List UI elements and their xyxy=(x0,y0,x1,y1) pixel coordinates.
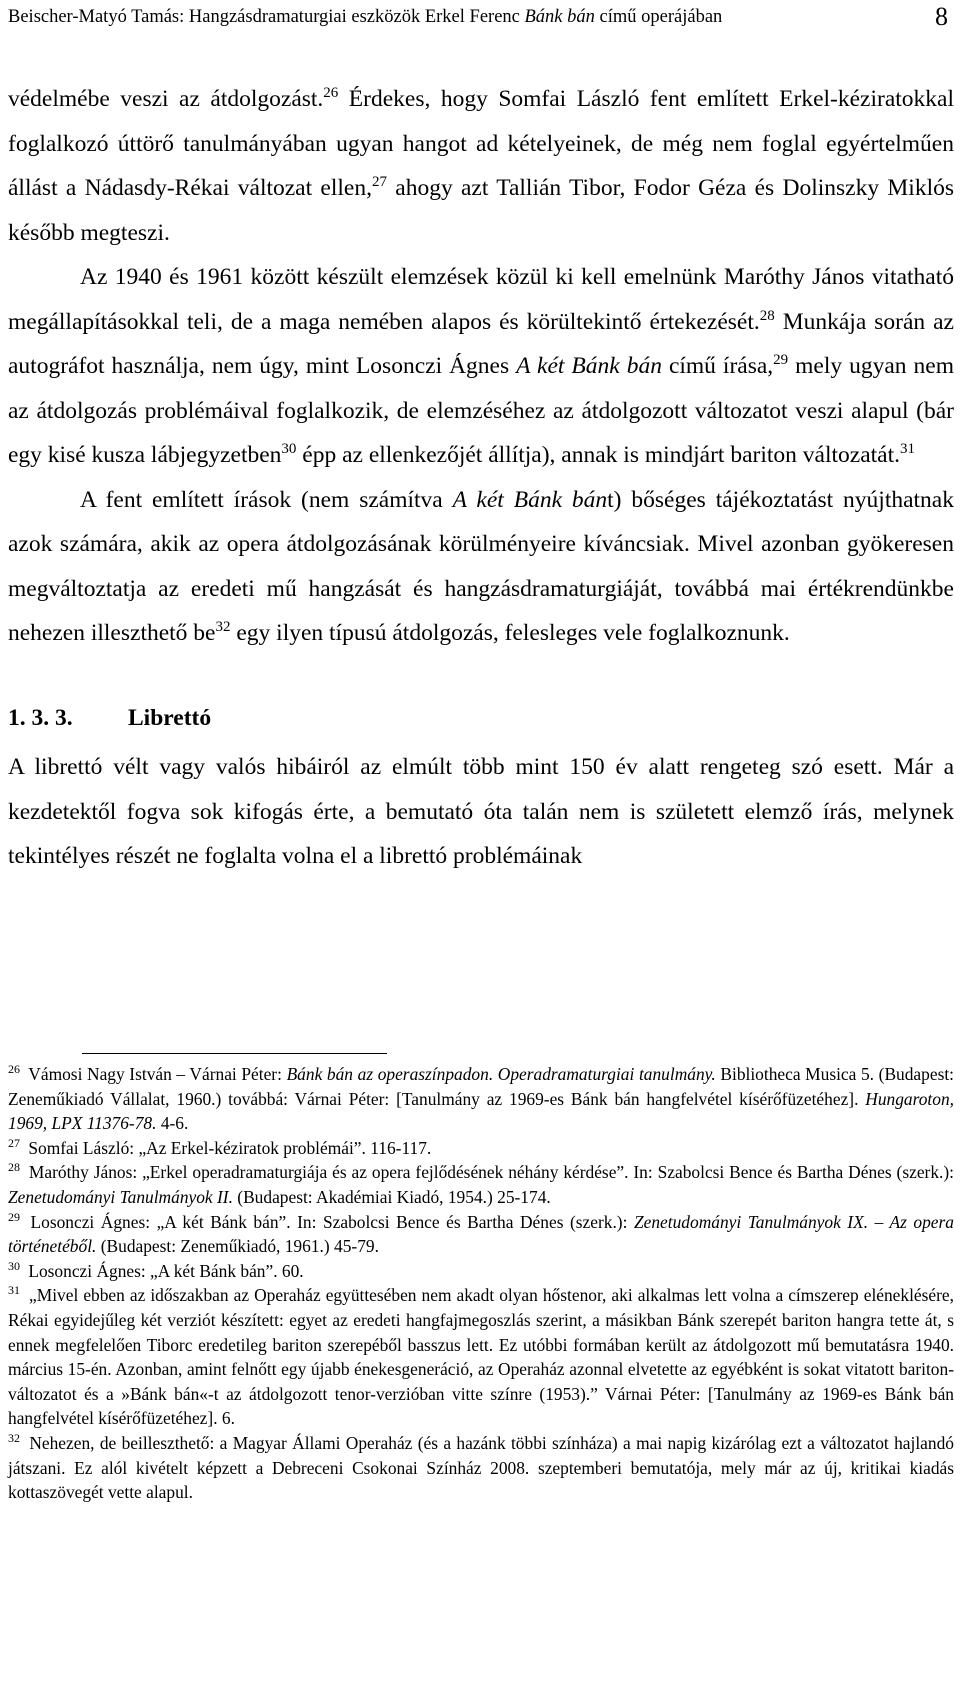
footnote-text: (Budapest: Akadémiai Kiadó, 1954.) 25-174. xyxy=(232,1186,551,1207)
footnote-ref-26[interactable]: 26 xyxy=(323,85,339,101)
footnote-text: (Budapest: Zeneműkiadó, 1961.) 45-79. xyxy=(96,1236,379,1257)
paragraph-2 xyxy=(8,255,954,478)
footnote-32 xyxy=(8,1431,954,1505)
footnote-number: 32 xyxy=(8,1430,20,1445)
paragraph-text: épp az ellenkezőjét állítja), annak is mindjárt bariton változatát. xyxy=(296,442,900,468)
footnote-ref-32[interactable]: 32 xyxy=(215,619,231,635)
footnote-italic: Bánk bán az operaszínpadon. Operadramaturgiai tanulmány. xyxy=(286,1064,716,1084)
footnote-ref-29[interactable]: 29 xyxy=(773,352,789,368)
footnote-text: Bibliotheca Musica 5. (Budapest: Zeneműkiadó Vállalat, 1960.) továbbá: Várnai Péter: [Tanulmány az 1969-es Bánk bán hangfelvétel kísérőfüzetéhez]. xyxy=(8,1064,954,1109)
footnote-text: 4-6. xyxy=(156,1113,189,1134)
footnote-number: 31 xyxy=(8,1283,20,1298)
paragraph-text: egy ilyen típusú átdolgozás, felesleges vele foglalkoznunk. xyxy=(230,620,790,646)
footnote-31 xyxy=(8,1283,954,1431)
footnote-29 xyxy=(8,1210,954,1259)
footnote-text: Losonczi Ágnes: „A két Bánk bán”. 60. xyxy=(24,1260,304,1281)
work-title: A két Bánk bán xyxy=(516,353,662,379)
footnote-number: 26 xyxy=(8,1062,20,1076)
header-title-suffix: című operájában xyxy=(594,7,723,27)
header-title-work: Bánk bán xyxy=(524,7,595,27)
footnote-28 xyxy=(8,1160,954,1209)
footnote-ref-28[interactable]: 28 xyxy=(759,307,775,324)
footnote-text: „Mivel ebben az időszakban az Operaház együttesében nem akadt olyan hőstenor, aki alkalmas lett volna a címszerep eléneklésére, Rékai egyidejűleg két verziót készített: egyet az eredeti hangfajmegoszlás szerint, a másikban Bánk szerepét bariton hangra tette át, s ennek megfelelően Tiborc eredetileg bariton szerepéből basszus lett. Ez utóbbi formában került az átdolgozott mű bemutatásra 1940. március 15-én. Azonban, amint felnőtt egy újabb énekesgeneráció, az Operaház azonnal elvetette az egyébként is sokat vitatott bariton-változatot és a »Bánk bán«-t az átdolgozott tenor-verzióban vitte színre (1953).” Várnai Péter: [Tanulmány az 1969-es Bánk bán hangfelvétel kísérőfüzetéhez]. 6. xyxy=(8,1285,954,1429)
paragraph-text: mely ugyan nem az átdolgozás problémáival foglalkozik, de elemzéséhez az átdolgozott változatot veszi alapul (bár egy kisé kusza lábjegyzetben xyxy=(8,353,954,468)
header-title-text: Beischer-Matyó Tamás: Hangzásdramaturgiai eszközök Erkel Ferenc xyxy=(8,7,525,27)
page-number: 8 xyxy=(935,2,948,31)
footnote-separator xyxy=(82,1053,387,1054)
paragraph-text: Munkája során az autográfot használja, nem úgy, mint Losonczi Ágnes xyxy=(8,308,954,379)
footnote-italic: Zenetudományi Tanulmányok IX. – Az opera történetéből. xyxy=(8,1211,954,1257)
paragraph-text: ahogy azt Tallián Tibor, Fodor Géza és Dolinszky Miklós később megteszi. xyxy=(8,175,954,246)
work-title: A két Bánk bán xyxy=(452,486,608,513)
paragraph-text: t) bőséges tájékoztatást nyújthatnak azok számára, akik az opera átdolgozásának körülményeire kíváncsiak. Mivel azonban gyökeresen megváltoztatja az eredeti mű hangzását és hangzásdramaturgiáját, továbbá mai értékrendünkbe nehezen illeszthető be xyxy=(8,486,954,646)
paragraph-text: A fent említett írások (nem számítva xyxy=(80,486,453,513)
footnote-text: Nehezen, de beilleszthető: a Magyar Állami Operaház (és a hazánk többi színháza) a mai napig kizárólag ezt a változatot hajlandó játszani. Ez alól kivételt képzett a Debreceni Csokonai Színház 2008. szeptemberi bemutatója, mely már az új, kritikai kiadás kottaszövegét vette alapul. xyxy=(8,1432,954,1503)
paragraph-text: Az 1940 és 1961 között készült elemzések közül ki kell emelnünk Maróthy János vitatható megállapításokkal teli, de a maga nemében alapos és körültekintő értekezését. xyxy=(8,264,954,335)
paragraph-text: című írása, xyxy=(661,353,774,379)
paragraph-3 xyxy=(8,478,954,656)
footnote-27 xyxy=(8,1136,954,1161)
footnote-text: Somfai László: „Az Erkel-kéziratok problémái”. 116-117. xyxy=(24,1137,432,1158)
paragraph-text: védelmébe veszi az átdolgozást. xyxy=(8,86,324,112)
paragraph-text: Érdekes, hogy Somfai László fent említett Erkel-kéziratokkal foglalkozó úttörő tanulmányában ugyan hangot ad kételyeinek, de még nem foglal egyértelműen állást a Nádasdy-Rékai változat ellen, xyxy=(8,86,954,201)
header-title xyxy=(8,2,722,32)
section-number: 1. 3. 3. xyxy=(8,704,73,731)
footnote-text: Maróthy János: „Erkel operadramaturgiája és az opera fejlődésének néhány kérdése”. In: Szabolcsi Bence és Bartha Dénes (szerk.): xyxy=(24,1162,954,1183)
footnote-ref-31[interactable]: 31 xyxy=(899,441,915,457)
footnote-italic: Hungaroton, 1969, LPX 11376-78. xyxy=(8,1088,954,1134)
footnote-text: Losonczi Ágnes: „A két Bánk bán”. In: Szabolcsi Bence és Bartha Dénes (szerk.): xyxy=(24,1211,634,1232)
body-text xyxy=(8,77,954,879)
footnote-number: 27 xyxy=(8,1135,20,1150)
footnote-number: 30 xyxy=(8,1258,20,1273)
paragraph-4: A librettó vélt vagy valós hibáiról az elmúlt több mint 150 év alatt rengeteg szó esett. Már a kezdetektől fogva sok kifogás érte, a bemutató óta talán nem is született elemző írás, melynek tekintélyes részét ne foglalta volna el a librettó problémáinak xyxy=(8,754,954,869)
section-heading xyxy=(8,696,954,741)
footnote-ref-30[interactable]: 30 xyxy=(281,441,297,457)
footnote-ref-27[interactable]: 27 xyxy=(371,174,387,190)
footnote-30 xyxy=(8,1259,954,1284)
footnote-italic: Zenetudományi Tanulmányok II. xyxy=(8,1186,233,1207)
paragraph-1 xyxy=(8,77,954,255)
section-title: Librettó xyxy=(128,704,212,731)
footnote-number: 29 xyxy=(8,1209,20,1224)
running-header xyxy=(8,2,948,32)
footnotes xyxy=(8,1062,954,1505)
footnote-26 xyxy=(8,1062,954,1136)
footnote-text: Vámosi Nagy István – Várnai Péter: xyxy=(24,1064,287,1084)
footnote-number: 28 xyxy=(8,1160,20,1175)
